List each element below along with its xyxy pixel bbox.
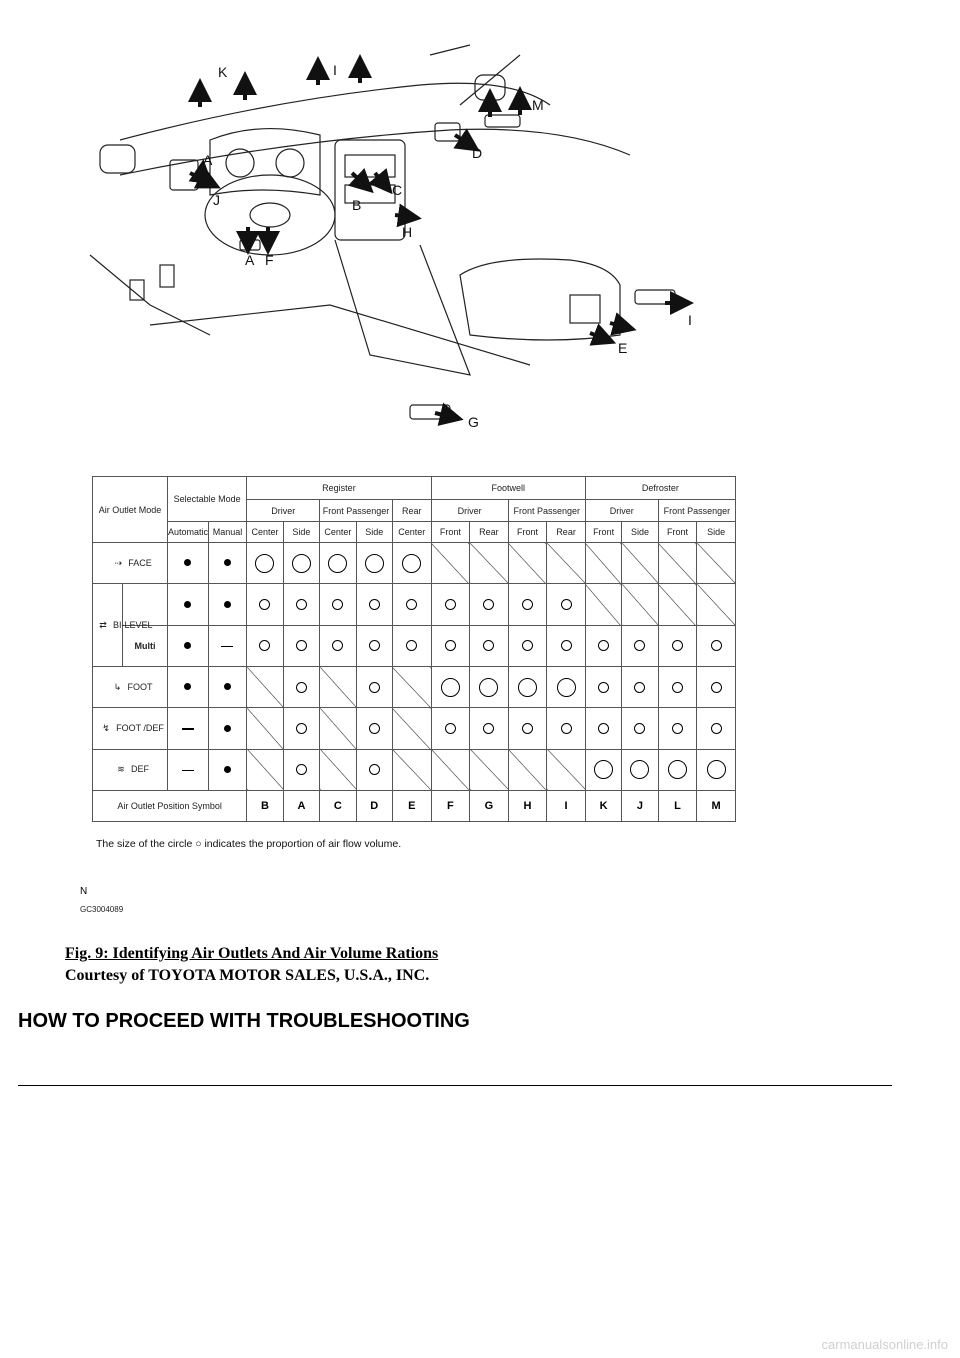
flow-cell (168, 543, 209, 584)
flow-cell (392, 543, 431, 584)
outlet-label-i: I (333, 62, 337, 78)
flow-cell (547, 584, 586, 625)
small-airflow-circle (296, 764, 307, 775)
foot-def-mode-icon: ↯ (102, 723, 110, 734)
small-airflow-circle (634, 640, 645, 651)
position-symbol: B (247, 790, 283, 821)
not-applicable-cell (470, 543, 509, 584)
not-applicable-cell (247, 667, 283, 708)
table-row (93, 584, 736, 625)
not-selectable-dash (182, 770, 194, 772)
flow-cell (208, 584, 247, 625)
not-applicable-cell (508, 543, 547, 584)
not-applicable-cell (547, 749, 586, 790)
flow-cell (508, 625, 547, 666)
table-row (93, 625, 736, 666)
flow-cell (247, 584, 283, 625)
flow-cell (658, 667, 697, 708)
table-column-header: Automatic (168, 522, 209, 543)
selectable-dot (184, 642, 191, 649)
position-symbol: M (697, 790, 736, 821)
flow-cell (508, 584, 547, 625)
flow-cell (283, 543, 319, 584)
watermark: carmanualsonline.info (821, 1337, 948, 1352)
table-column-header: Rear (547, 522, 586, 543)
table-row (93, 667, 736, 708)
table-subgroup: Front Passenger (658, 499, 735, 522)
outlet-label-j: J (213, 192, 220, 208)
flow-cell (356, 584, 392, 625)
outlet-label-g: G (468, 414, 479, 430)
flow-cell (547, 667, 586, 708)
not-applicable-cell (508, 749, 547, 790)
flow-cell (356, 543, 392, 584)
table-group-register: Register (247, 477, 431, 500)
position-symbol: F (431, 790, 470, 821)
small-airflow-circle (711, 723, 722, 734)
table-selectable-mode-header: Selectable Mode (168, 477, 247, 522)
flow-cell (431, 584, 470, 625)
air-outlet-mode-table (92, 476, 736, 822)
small-airflow-circle (369, 723, 380, 734)
figure-caption: Fig. 9: Identifying Air Outlets And Air Volume Rations (65, 945, 439, 962)
large-airflow-circle (255, 554, 274, 573)
small-airflow-circle (332, 640, 343, 651)
table-column-header: Side (697, 522, 736, 543)
table-column-header: Front (585, 522, 621, 543)
not-applicable-cell (658, 543, 697, 584)
large-airflow-circle (441, 678, 460, 697)
table-group-defroster: Defroster (585, 477, 735, 500)
large-airflow-circle (594, 760, 613, 779)
flow-cell (283, 625, 319, 666)
flow-cell (622, 667, 658, 708)
position-symbol: G (470, 790, 509, 821)
reference-letter: N (80, 886, 88, 897)
large-airflow-circle (402, 554, 421, 573)
large-airflow-circle (292, 554, 311, 573)
small-airflow-circle (445, 640, 456, 651)
not-applicable-cell (585, 543, 621, 584)
not-applicable-cell (622, 543, 658, 584)
section-heading: HOW TO PROCEED WITH TROUBLESHOOTING (18, 1010, 470, 1032)
flow-cell (470, 625, 509, 666)
table-column-header: Center (320, 522, 356, 543)
table-subgroup: Rear (392, 499, 431, 522)
outlet-label-h: H (402, 224, 413, 240)
small-airflow-circle (369, 640, 380, 651)
small-airflow-circle (483, 599, 494, 610)
small-airflow-circle (259, 599, 270, 610)
small-airflow-circle (561, 599, 572, 610)
not-applicable-cell (585, 584, 621, 625)
small-airflow-circle (445, 723, 456, 734)
mode-label: FOOT (127, 681, 153, 692)
small-airflow-circle (369, 682, 380, 693)
not-applicable-cell (431, 749, 470, 790)
flow-cell (547, 708, 586, 749)
small-airflow-circle (259, 640, 270, 651)
position-symbol: I (547, 790, 586, 821)
table-subgroup: Front Passenger (320, 499, 393, 522)
small-airflow-circle (672, 723, 683, 734)
selectable-dot (184, 559, 191, 566)
not-applicable-cell (697, 584, 736, 625)
outlet-label-b: B (352, 197, 362, 213)
flow-cell (622, 749, 658, 790)
mode-cell (93, 749, 168, 790)
defrost-mode-icon: ≋ (117, 764, 125, 775)
flow-cell (320, 584, 356, 625)
not-applicable-cell (392, 708, 431, 749)
large-airflow-circle (668, 760, 687, 779)
flow-cell (658, 625, 697, 666)
flow-cell (320, 543, 356, 584)
flow-cell (697, 667, 736, 708)
not-applicable-cell (320, 749, 356, 790)
small-airflow-circle (445, 599, 456, 610)
flow-cell (208, 625, 247, 666)
position-symbol: D (356, 790, 392, 821)
flow-cell (283, 667, 319, 708)
not-applicable-cell (547, 543, 586, 584)
flow-cell (208, 749, 247, 790)
flow-cell (168, 708, 209, 749)
flow-cell (392, 584, 431, 625)
outlet-label-f: F (265, 252, 274, 268)
not-applicable-cell (431, 543, 470, 584)
small-airflow-circle (561, 640, 572, 651)
table-column-header: Center (247, 522, 283, 543)
position-symbol: A (283, 790, 319, 821)
mode-cell (93, 543, 168, 584)
not-applicable-cell (392, 749, 431, 790)
flow-cell (283, 708, 319, 749)
small-airflow-circle (634, 723, 645, 734)
table-row (93, 708, 736, 749)
table-column-header: Side (283, 522, 319, 543)
not-selectable-dash (221, 646, 233, 648)
flow-cell (658, 749, 697, 790)
small-airflow-circle (711, 640, 722, 651)
flow-cell (320, 625, 356, 666)
mode-label: DEF (131, 764, 149, 775)
flow-cell (508, 667, 547, 708)
not-applicable-cell (392, 667, 431, 708)
flow-cell (585, 625, 621, 666)
large-airflow-circle (557, 678, 576, 697)
flow-cell (585, 667, 621, 708)
position-symbol: H (508, 790, 547, 821)
small-airflow-circle (711, 682, 722, 693)
mode-label: FOOT /DEF (116, 722, 164, 733)
not-applicable-cell (622, 584, 658, 625)
flow-cell (247, 625, 283, 666)
small-airflow-circle (369, 764, 380, 775)
flow-cell (697, 749, 736, 790)
table-column-header: Front (508, 522, 547, 543)
table-row (93, 543, 736, 584)
bilevel-mode-icon: ⇄ (99, 619, 107, 630)
small-airflow-circle (406, 599, 417, 610)
flow-cell (622, 625, 658, 666)
selectable-dot (184, 683, 191, 690)
small-airflow-circle (483, 640, 494, 651)
not-selectable-dash (182, 728, 194, 730)
small-airflow-circle (522, 723, 533, 734)
flow-cell (356, 708, 392, 749)
selectable-dot (224, 559, 231, 566)
outlet-label-a: A (203, 152, 213, 168)
flow-cell (356, 667, 392, 708)
position-symbol: C (320, 790, 356, 821)
small-airflow-circle (332, 599, 343, 610)
small-airflow-circle (522, 599, 533, 610)
flow-cell (470, 667, 509, 708)
small-airflow-circle (483, 723, 494, 734)
small-airflow-circle (296, 599, 307, 610)
flow-cell (470, 708, 509, 749)
flow-cell (585, 708, 621, 749)
flow-cell (168, 584, 209, 625)
position-symbol-label: Air Outlet Position Symbol (93, 790, 247, 821)
position-symbol: J (622, 790, 658, 821)
flow-cell (283, 749, 319, 790)
small-airflow-circle (672, 682, 683, 693)
table-subgroup: Driver (431, 499, 508, 522)
table-column-header: Rear (470, 522, 509, 543)
small-airflow-circle (369, 599, 380, 610)
position-symbol: E (392, 790, 431, 821)
outlet-label-e: E (618, 340, 628, 356)
flow-cell (356, 625, 392, 666)
table-column-header: Side (622, 522, 658, 543)
small-airflow-circle (296, 640, 307, 651)
flow-cell (658, 708, 697, 749)
small-airflow-circle (672, 640, 683, 651)
position-symbol: K (585, 790, 621, 821)
selectable-dot (224, 725, 231, 732)
outlet-label-i2: I (688, 312, 692, 328)
not-applicable-cell (470, 749, 509, 790)
not-applicable-cell (247, 708, 283, 749)
flow-cell (622, 708, 658, 749)
large-airflow-circle (328, 554, 347, 573)
small-airflow-circle (598, 682, 609, 693)
flow-cell (208, 667, 247, 708)
flow-cell (247, 543, 283, 584)
flow-cell (508, 708, 547, 749)
outlet-label-d: D (472, 145, 483, 161)
small-airflow-circle (522, 640, 533, 651)
large-airflow-circle (630, 760, 649, 779)
flow-cell (431, 625, 470, 666)
table-column-header: Side (356, 522, 392, 543)
large-airflow-circle (365, 554, 384, 573)
large-airflow-circle (518, 678, 537, 697)
table-column-header: Center (392, 522, 431, 543)
small-airflow-circle (296, 723, 307, 734)
small-airflow-circle (634, 682, 645, 693)
figure-courtesy: Courtesy of TOYOTA MOTOR SALES, U.S.A., INC. (65, 967, 430, 984)
table-column-header: Front (431, 522, 470, 543)
small-airflow-circle (598, 723, 609, 734)
table-subgroup: Driver (247, 499, 320, 522)
not-applicable-cell (697, 543, 736, 584)
mode-cell (93, 667, 168, 708)
mode-sublabel: Multi (123, 625, 168, 666)
flow-cell (431, 708, 470, 749)
flow-cell (283, 584, 319, 625)
outlet-label-k: K (218, 64, 228, 80)
flow-cell (168, 749, 209, 790)
table-corner-label: Air Outlet Mode (93, 477, 168, 543)
table-column-header: Front (658, 522, 697, 543)
foot-mode-icon: ↳ (113, 681, 122, 692)
selectable-dot (224, 601, 231, 608)
flow-cell (547, 625, 586, 666)
small-airflow-circle (561, 723, 572, 734)
flow-cell (585, 749, 621, 790)
selectable-dot (224, 766, 231, 773)
reference-code: GC3004089 (80, 905, 124, 914)
not-applicable-cell (658, 584, 697, 625)
table-group-footwell: Footwell (431, 477, 585, 500)
flow-cell (392, 625, 431, 666)
large-airflow-circle (707, 760, 726, 779)
dashboard-air-outlet-illustration (90, 45, 750, 440)
circle-size-note: The size of the circle ○ indicates the proportion of air flow volume. (96, 838, 402, 850)
mode-cell (93, 708, 168, 749)
table-subgroup: Front Passenger (508, 499, 585, 522)
table-subgroup: Driver (585, 499, 658, 522)
horizontal-rule (18, 1085, 892, 1086)
position-symbol-row (93, 790, 736, 821)
flow-cell (697, 625, 736, 666)
selectable-dot (224, 683, 231, 690)
outlet-label-c: C (392, 182, 403, 198)
outlet-label-a2: A (245, 252, 255, 268)
flow-cell (208, 543, 247, 584)
small-airflow-circle (406, 640, 417, 651)
position-symbol: L (658, 790, 697, 821)
large-airflow-circle (479, 678, 498, 697)
flow-cell (168, 667, 209, 708)
small-airflow-circle (598, 640, 609, 651)
not-applicable-cell (247, 749, 283, 790)
flow-cell (470, 584, 509, 625)
small-airflow-circle (296, 682, 307, 693)
flow-cell (431, 667, 470, 708)
outlet-label-m: M (532, 97, 544, 113)
mode-label: FACE (128, 557, 152, 568)
flow-cell (168, 625, 209, 666)
table-column-header: Manual (208, 522, 247, 543)
not-applicable-cell (320, 667, 356, 708)
selectable-dot (184, 601, 191, 608)
flow-cell (356, 749, 392, 790)
face-mode-icon: ⇢ (114, 557, 122, 568)
table-row (93, 749, 736, 790)
flow-cell (208, 708, 247, 749)
flow-cell (697, 708, 736, 749)
not-applicable-cell (320, 708, 356, 749)
mode-label: BI-LEVEL (113, 619, 153, 630)
